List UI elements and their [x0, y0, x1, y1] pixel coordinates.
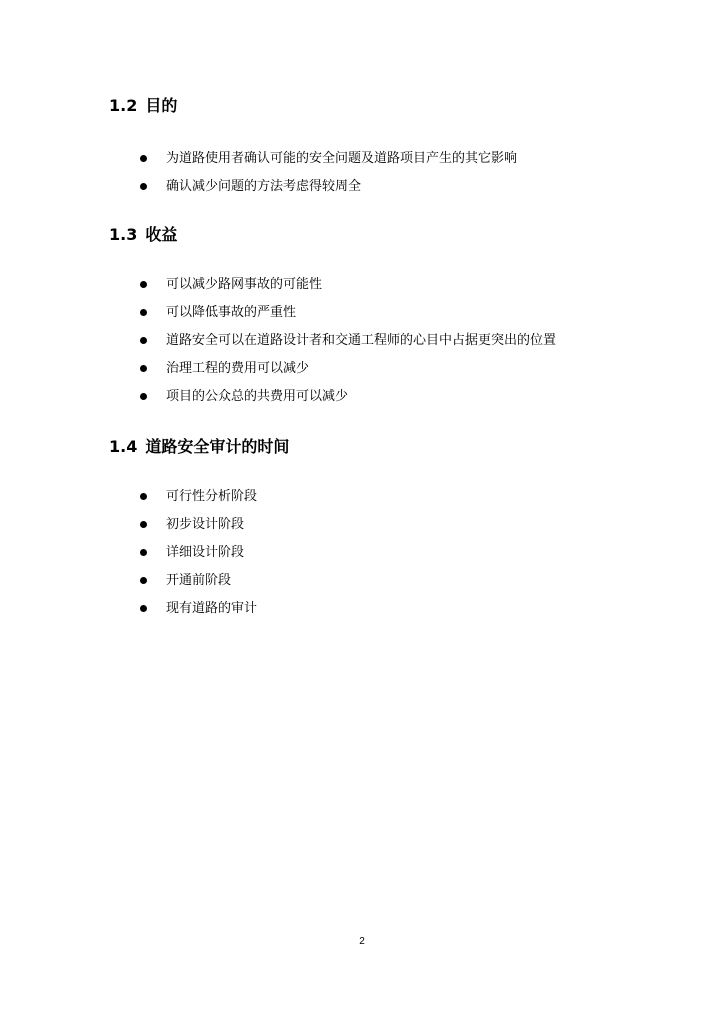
section-heading-1-3	[109, 225, 177, 245]
list-item-text: 治理工程的费用可以减少	[166, 361, 310, 376]
bullet-icon	[140, 521, 147, 528]
page-number: 2	[359, 936, 365, 947]
bullet-icon	[140, 309, 147, 316]
section-number: 1.3	[109, 225, 138, 244]
list-item-text: 项目的公众总的共费用可以减少	[166, 389, 349, 404]
list-item-text: 可以降低事故的严重性	[166, 305, 297, 320]
section-title: 收益	[145, 225, 178, 244]
section-heading-1-2	[109, 96, 177, 116]
bullet-icon	[140, 605, 147, 612]
list-item-text: 可以减少路网事故的可能性	[166, 277, 323, 292]
bullet-icon	[140, 183, 147, 190]
bullet-icon	[140, 493, 147, 500]
section-heading-1-4	[109, 437, 289, 457]
bullet-icon	[140, 365, 147, 372]
bullet-icon	[140, 281, 147, 288]
bullet-icon	[140, 549, 147, 556]
list-item-text: 初步设计阶段	[166, 517, 245, 532]
bullet-icon	[140, 155, 147, 162]
section-title: 目的	[145, 96, 178, 115]
list-item-text: 开通前阶段	[166, 573, 232, 588]
list-item-text: 现有道路的审计	[166, 601, 258, 616]
list-item-text: 确认减少问题的方法考虑得较周全	[166, 179, 362, 194]
list-item-text: 可行性分析阶段	[166, 489, 258, 504]
section-title: 道路安全审计的时间	[145, 437, 290, 456]
bullet-icon	[140, 577, 147, 584]
list-item-text: 道路安全可以在道路设计者和交通工程师的心目中占据更突出的位置	[166, 333, 557, 348]
list-item-text: 详细设计阶段	[166, 545, 245, 560]
bullet-icon	[140, 393, 147, 400]
list-item-text: 为道路使用者确认可能的安全问题及道路项目产生的其它影响	[166, 151, 518, 166]
bullet-icon	[140, 337, 147, 344]
section-number: 1.4	[109, 437, 138, 456]
section-number: 1.2	[109, 96, 138, 115]
